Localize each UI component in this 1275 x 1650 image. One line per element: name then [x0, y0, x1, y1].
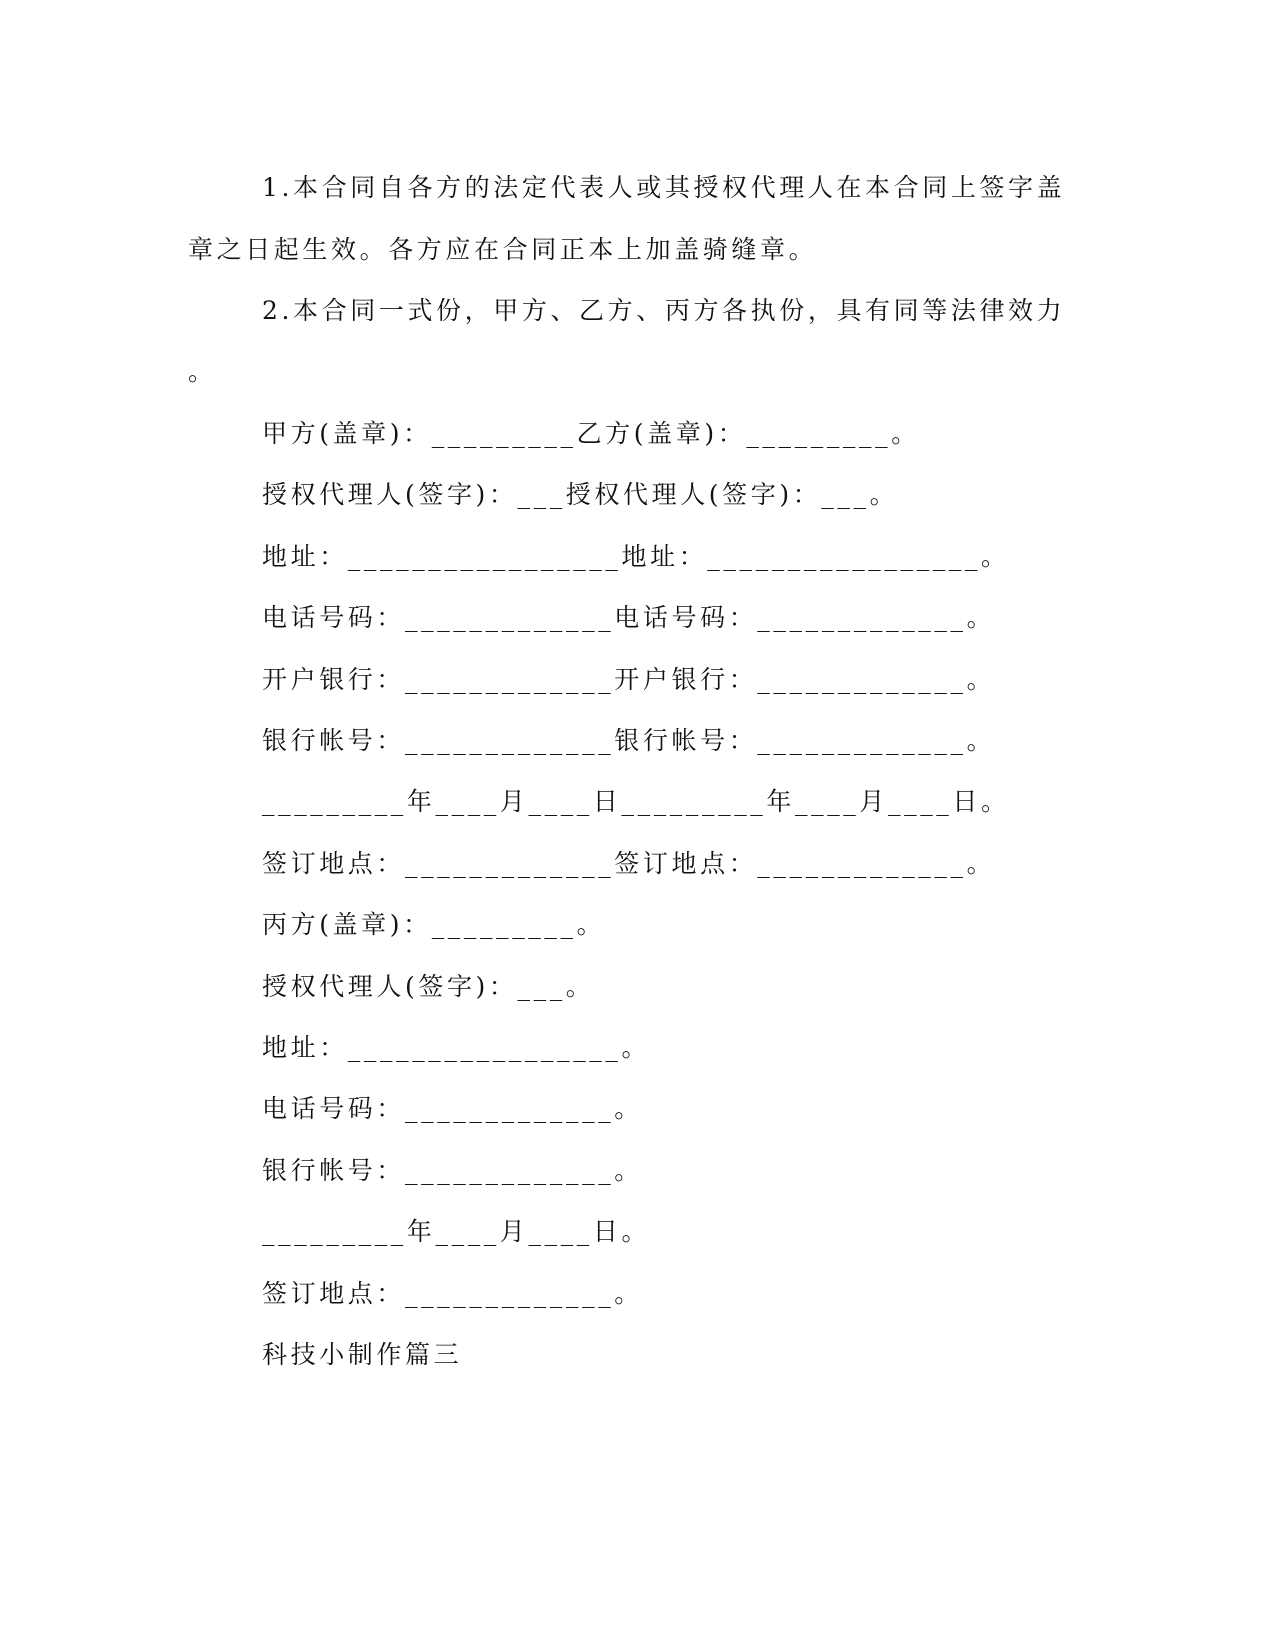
paragraph-1-line-1: 1.本合同自各方的法定代表人或其授权代理人在本合同上签字盖	[262, 173, 1066, 202]
date-line: _________年____月____日_________年____月____日。	[262, 787, 1010, 816]
party-c-address-line: 地址：_________________。	[262, 1033, 651, 1062]
party-c-seal-line: 丙方(盖章)：_________。	[262, 910, 606, 939]
phone-number-line: 电话号码：_____________电话号码：_____________。	[262, 603, 996, 632]
party-a-b-seal-line: 甲方(盖章)：_________乙方(盖章)：_________。	[262, 419, 920, 448]
paragraph-2-line-2: 。	[188, 357, 217, 386]
signing-location-line: 签订地点：_____________签订地点：_____________。	[262, 849, 996, 878]
address-line: 地址：_________________地址：_________________。	[262, 542, 1010, 571]
paragraph-2-line-1: 2.本合同一式份，甲方、乙方、丙方各执份，具有同等法律效力	[262, 296, 1066, 325]
paragraph-1-line-2: 章之日起生效。各方应在合同正本上加盖骑缝章。	[188, 235, 818, 264]
bank-account-line: 银行帐号：_____________银行帐号：_____________。	[262, 726, 996, 755]
party-c-signing-location-line: 签订地点：_____________。	[262, 1279, 643, 1308]
authorized-agent-line: 授权代理人(签字)：___授权代理人(签字)：___。	[262, 480, 899, 509]
bank-line: 开户银行：_____________开户银行：_____________。	[262, 665, 996, 694]
section-heading: 科技小制作篇三	[262, 1340, 463, 1369]
party-c-bank-account-line: 银行帐号：_____________。	[262, 1156, 643, 1185]
party-c-agent-line: 授权代理人(签字)：___。	[262, 972, 595, 1001]
party-c-phone-line: 电话号码：_____________。	[262, 1094, 643, 1123]
party-c-date-line: _________年____月____日。	[262, 1217, 651, 1246]
